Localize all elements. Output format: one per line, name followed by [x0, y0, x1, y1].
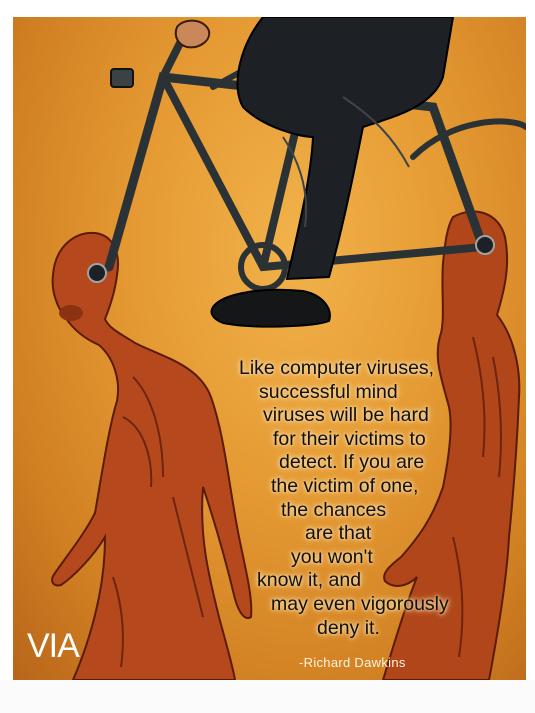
bicycle-rear-wheel-arc — [413, 121, 526, 157]
left-pedal-icon — [88, 264, 106, 282]
bottom-margin — [0, 680, 535, 713]
quote-line: detect. If you are — [279, 451, 425, 474]
quote-line: you won't — [291, 545, 373, 568]
quote-line: the victim of one, — [271, 474, 419, 497]
quote-line: deny it. — [317, 616, 380, 639]
left-figure-face-shadow — [59, 305, 83, 321]
quote-line: successful mind — [259, 380, 398, 403]
watermark-logo: VIA — [27, 627, 79, 665]
headlamp-icon — [111, 69, 133, 87]
cyclist-shoe — [211, 290, 329, 327]
quote-line: Like computer viruses, — [239, 357, 435, 379]
quote-line: know it, and — [257, 569, 362, 592]
quote-line: for their victims to — [273, 427, 426, 450]
cyclist-hand — [176, 21, 209, 48]
quote-line: may even vigorously — [271, 592, 449, 615]
quote-line: are that — [305, 522, 372, 545]
quote-line: the chances — [281, 498, 387, 521]
quote-text — [239, 357, 501, 640]
right-pedal-icon — [476, 236, 494, 254]
quote-line: viruses will be hard — [263, 404, 429, 427]
poster-image — [13, 17, 526, 680]
quote-attribution: -Richard Dawkins — [299, 655, 406, 670]
